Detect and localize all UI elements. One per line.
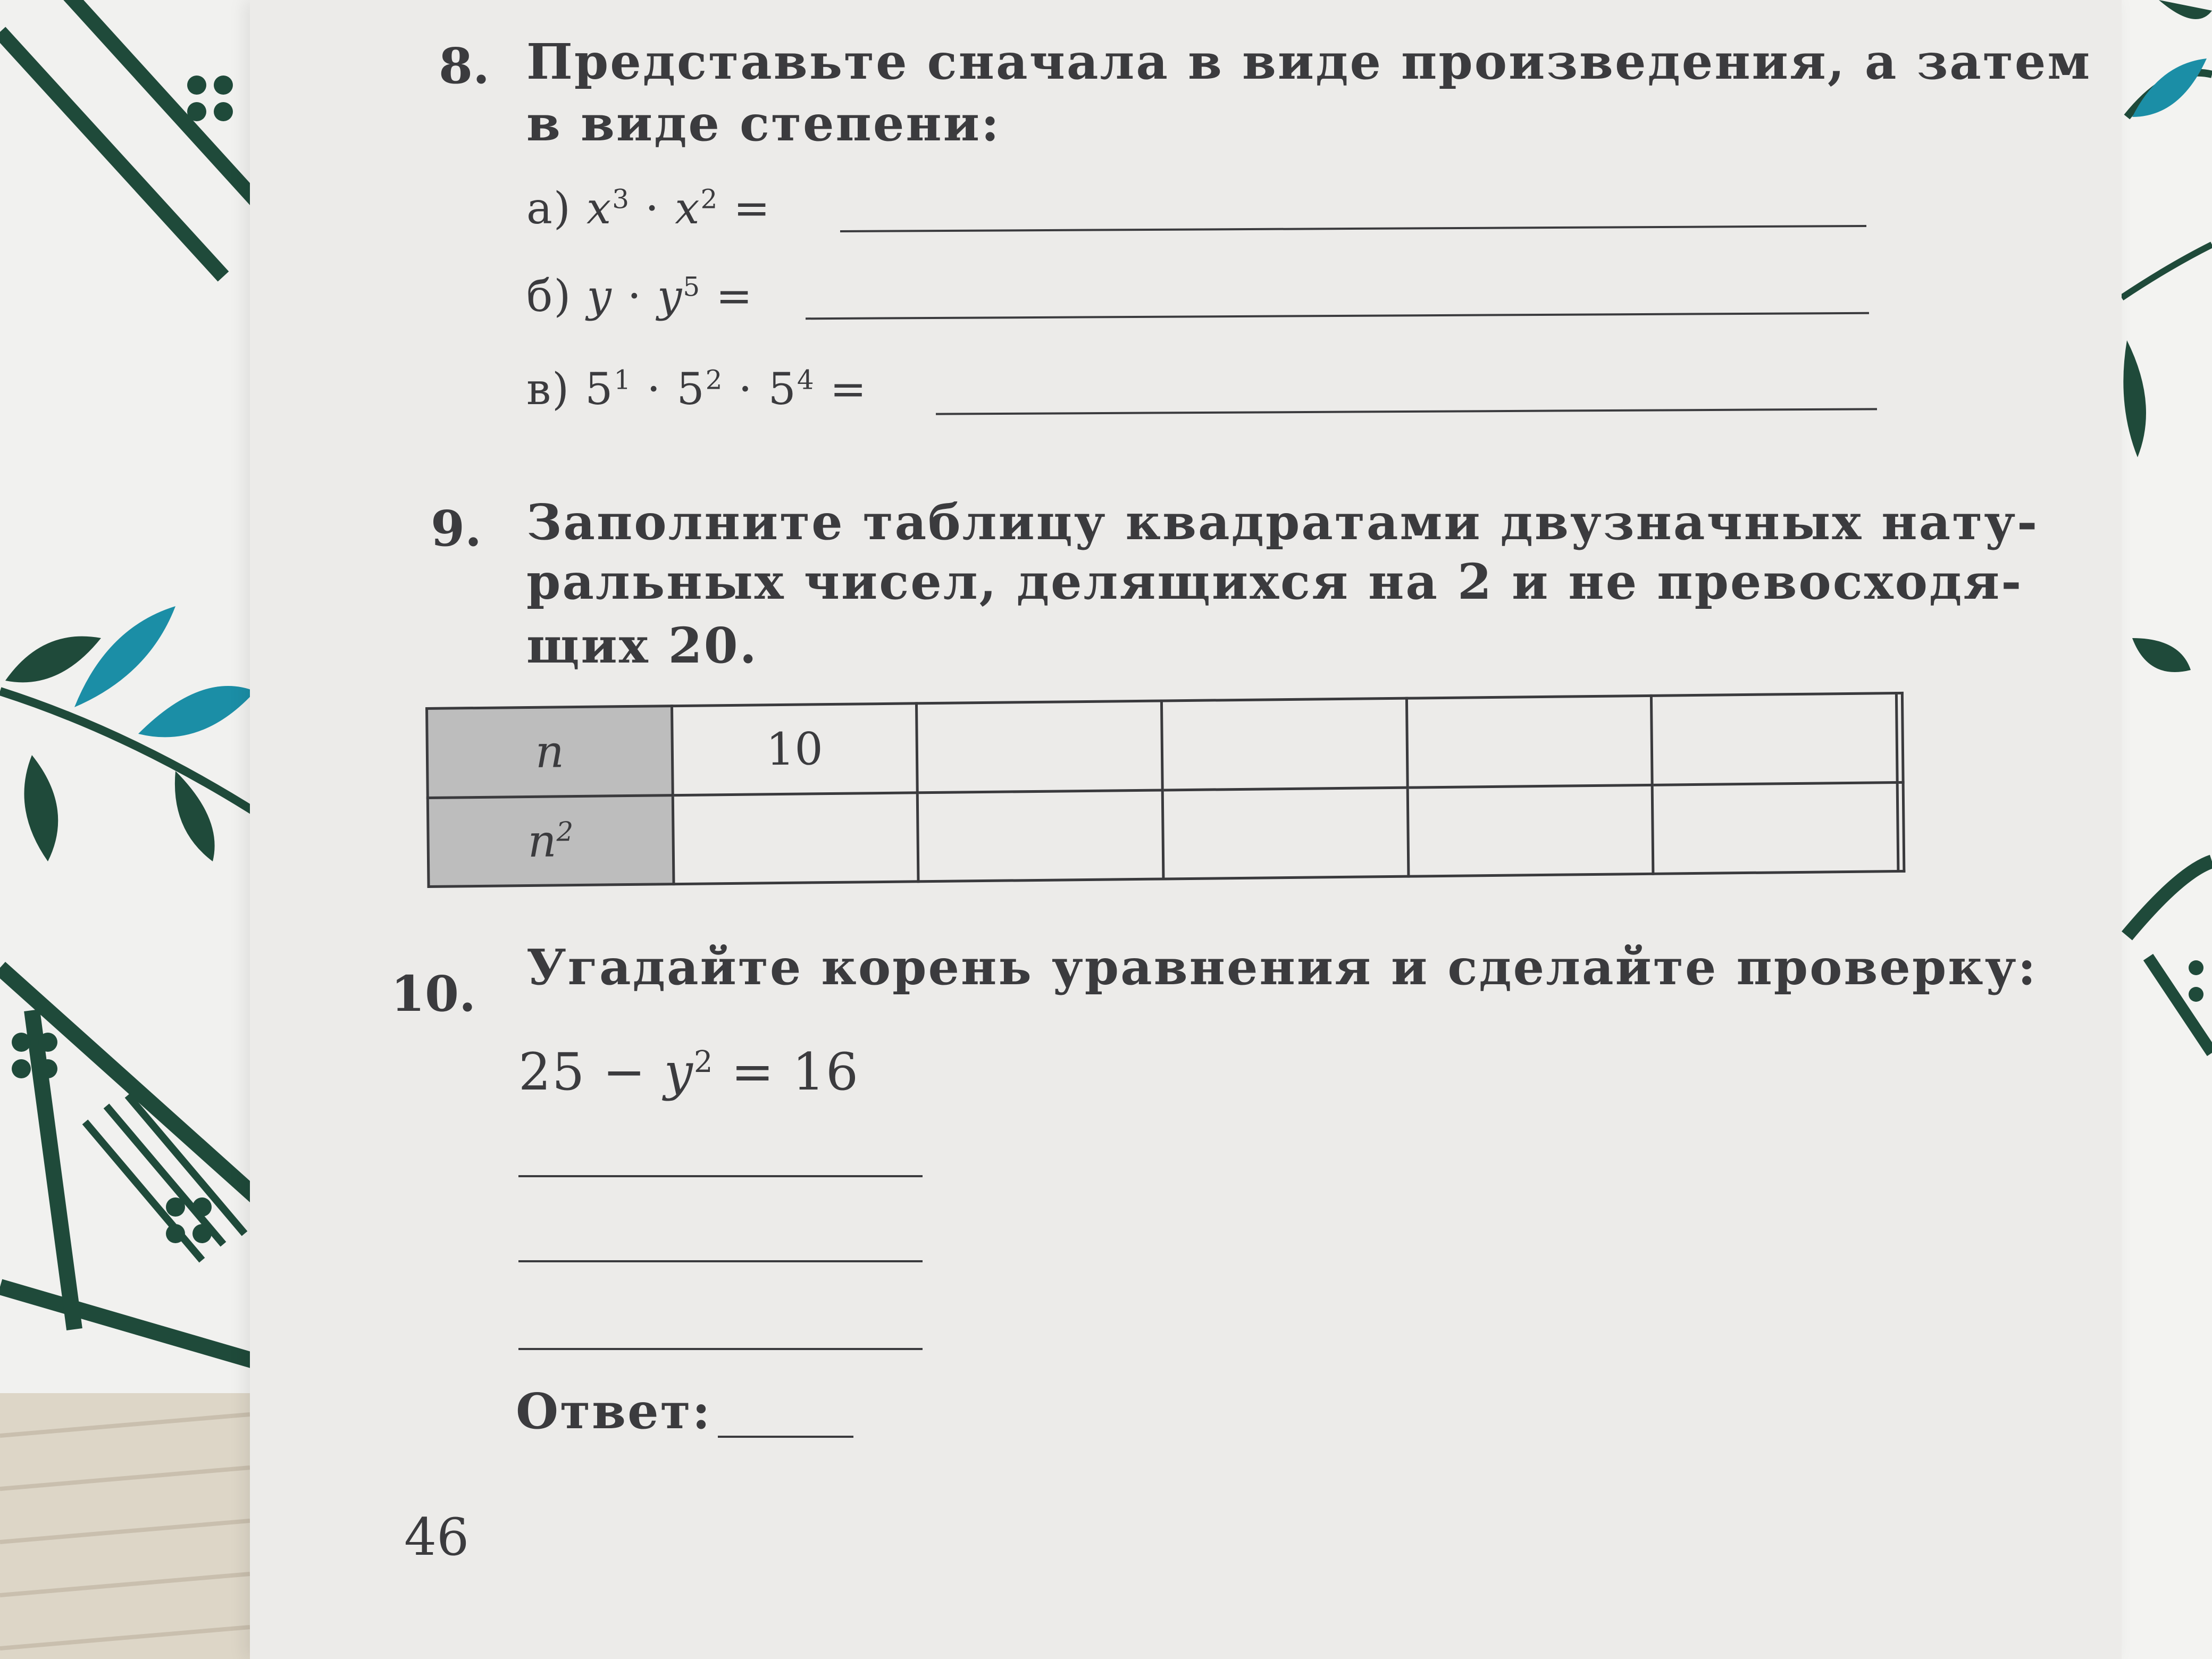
table-cell[interactable]: [918, 790, 1163, 881]
task-8a-exp1: 3: [612, 183, 631, 215]
table-cell[interactable]: 10: [672, 703, 917, 795]
task-8c-dot1: ·: [647, 364, 662, 415]
task-8a-base1: x: [586, 183, 613, 234]
table-row-n: [427, 693, 1904, 798]
n-squared-base: n: [527, 815, 557, 867]
task-8c-eq: =: [830, 364, 868, 415]
task-10-work-line-1[interactable]: [518, 1175, 923, 1177]
task-9-text-line1: Заполните таблицу квадратами двузначных нату-: [526, 493, 2039, 551]
table-cell[interactable]: [1652, 693, 1897, 785]
table-cell[interactable]: [1897, 782, 1904, 872]
table-header-n: n: [427, 706, 673, 798]
task-8b: [526, 271, 753, 322]
table-cell[interactable]: [917, 701, 1162, 792]
answer-label: Ответ:: [516, 1382, 712, 1440]
task-10-number: 10.: [391, 965, 476, 1023]
task-8a: [526, 183, 771, 234]
task-8c-exp3: 4: [797, 364, 815, 396]
table-cell[interactable]: [673, 792, 918, 884]
task-9-text-line3: щих 20.: [526, 617, 758, 674]
task-10-text: Угадайте корень уравнения и сделайте проверку:: [526, 939, 2038, 996]
task-8b-label: б): [526, 271, 572, 322]
equation-exp: 2: [693, 1045, 714, 1079]
table-cell[interactable]: [1406, 696, 1652, 787]
table-cell[interactable]: [1162, 787, 1408, 879]
task-8c: [526, 364, 867, 415]
table-cell[interactable]: [1407, 785, 1653, 876]
task-10-work-line-2[interactable]: [518, 1260, 923, 1262]
task-8c-exp1: 1: [614, 364, 632, 396]
task-8-text-line2: в виде степени:: [526, 95, 1001, 152]
page-number: 46: [404, 1507, 470, 1567]
task-8c-base3: 5: [768, 364, 797, 415]
task-10-equation: [518, 1042, 859, 1102]
task-8c-answer-line[interactable]: [936, 408, 1877, 415]
task-8b-base1: y: [586, 271, 613, 322]
task-8a-answer-line[interactable]: [840, 225, 1866, 232]
answer-line[interactable]: [718, 1436, 853, 1438]
task-8b-exp2: 5: [683, 271, 701, 303]
task-8a-exp2: 2: [700, 183, 719, 215]
table-cell[interactable]: [1896, 693, 1903, 782]
task-9-number: 9.: [431, 500, 482, 557]
table-cell[interactable]: [1652, 782, 1898, 874]
task-8c-base1: 5: [585, 364, 614, 415]
task-8a-eq: =: [733, 183, 772, 234]
task-8a-dot: ·: [645, 183, 660, 234]
task-8c-exp2: 2: [705, 364, 724, 396]
task-8c-base2: 5: [676, 364, 706, 415]
squares-table: [425, 692, 1905, 888]
table-header-n-squared: [428, 795, 673, 886]
task-8-number: 8.: [439, 37, 490, 95]
task-8b-answer-line[interactable]: [806, 312, 1869, 320]
equation-left: 25 −: [518, 1042, 664, 1102]
table-cell[interactable]: [1161, 698, 1407, 790]
task-8c-label: в): [526, 364, 571, 415]
n-squared-exp: 2: [556, 816, 574, 848]
equation-var: y: [664, 1042, 694, 1102]
table-row-n-squared: [428, 782, 1904, 887]
workbook-page: [250, 0, 2122, 1659]
task-10-work-line-3[interactable]: [518, 1348, 923, 1350]
task-8c-dot2: ·: [738, 364, 753, 415]
equation-right: = 16: [714, 1042, 860, 1102]
task-8a-label: а): [526, 183, 572, 234]
task-8b-dot: ·: [627, 271, 642, 322]
task-8-text-line1: Представьте сначала в виде произведения, а затем: [526, 33, 2092, 90]
task-8a-base2: x: [675, 183, 701, 234]
task-9-text-line2: ральных чисел, делящихся на 2 и не превосходя-: [526, 553, 2023, 610]
task-8b-base2: y: [657, 271, 683, 322]
task-8b-eq: =: [716, 271, 753, 322]
